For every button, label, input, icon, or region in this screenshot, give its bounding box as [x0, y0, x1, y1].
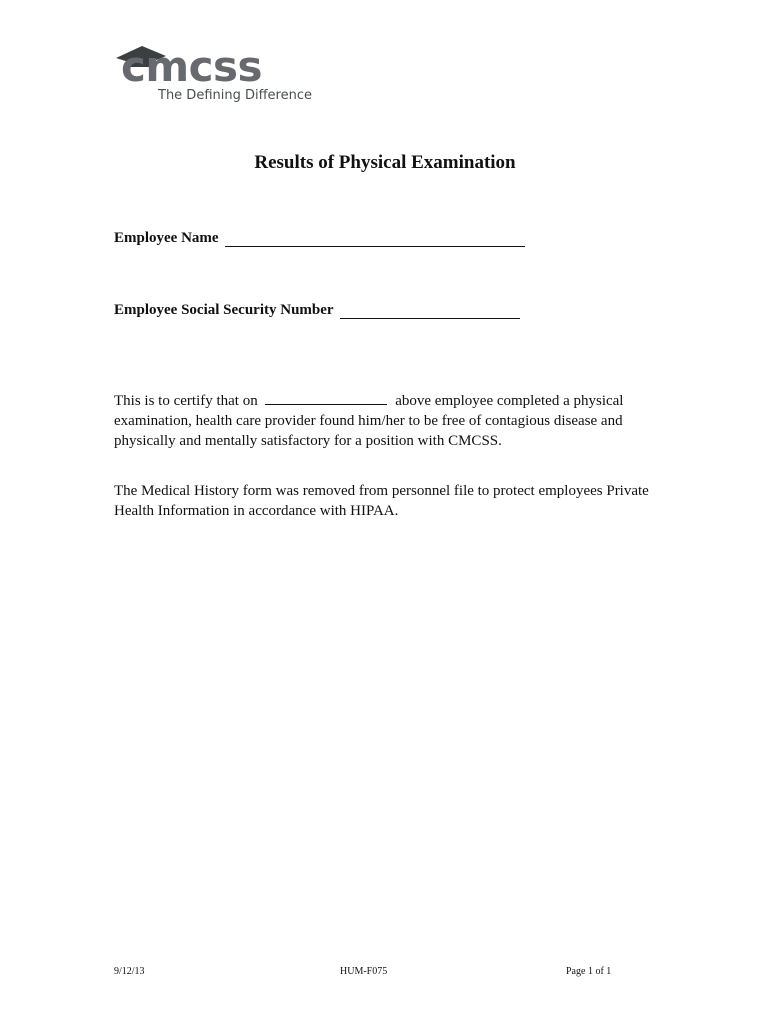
- employee-name-label: Employee Name: [114, 230, 219, 246]
- document-title: Results of Physical Examination: [254, 152, 516, 173]
- hipaa-notice: The Medical History form was removed from personnel file to protect employees Private Health Information in accordance with HIPAA.: [114, 483, 649, 519]
- certification-paragraph: [114, 391, 674, 451]
- footer-date: 9/12/13: [114, 966, 145, 977]
- logo-wordmark: cmcss: [121, 42, 263, 91]
- certify-text-start: This is to certify that on: [114, 393, 258, 409]
- ssn-label: Employee Social Security Number: [114, 302, 334, 318]
- logo-tagline: The Defining Difference: [158, 88, 313, 103]
- employee-name-row: [114, 230, 525, 247]
- ssn-field[interactable]: [340, 304, 520, 319]
- certify-text-end: above employee completed a physical examination, health care provider found him/her to be free of contagious disease and physically and mentally satisfactory for a position with CMCSS.: [114, 393, 624, 449]
- ssn-row: [114, 302, 520, 319]
- employee-name-field[interactable]: [225, 232, 525, 247]
- exam-date-field[interactable]: [265, 392, 387, 405]
- cmcss-logo: [108, 42, 313, 112]
- footer-page-number: Page 1 of 1: [566, 966, 612, 977]
- footer-form-code: HUM-F075: [340, 966, 388, 977]
